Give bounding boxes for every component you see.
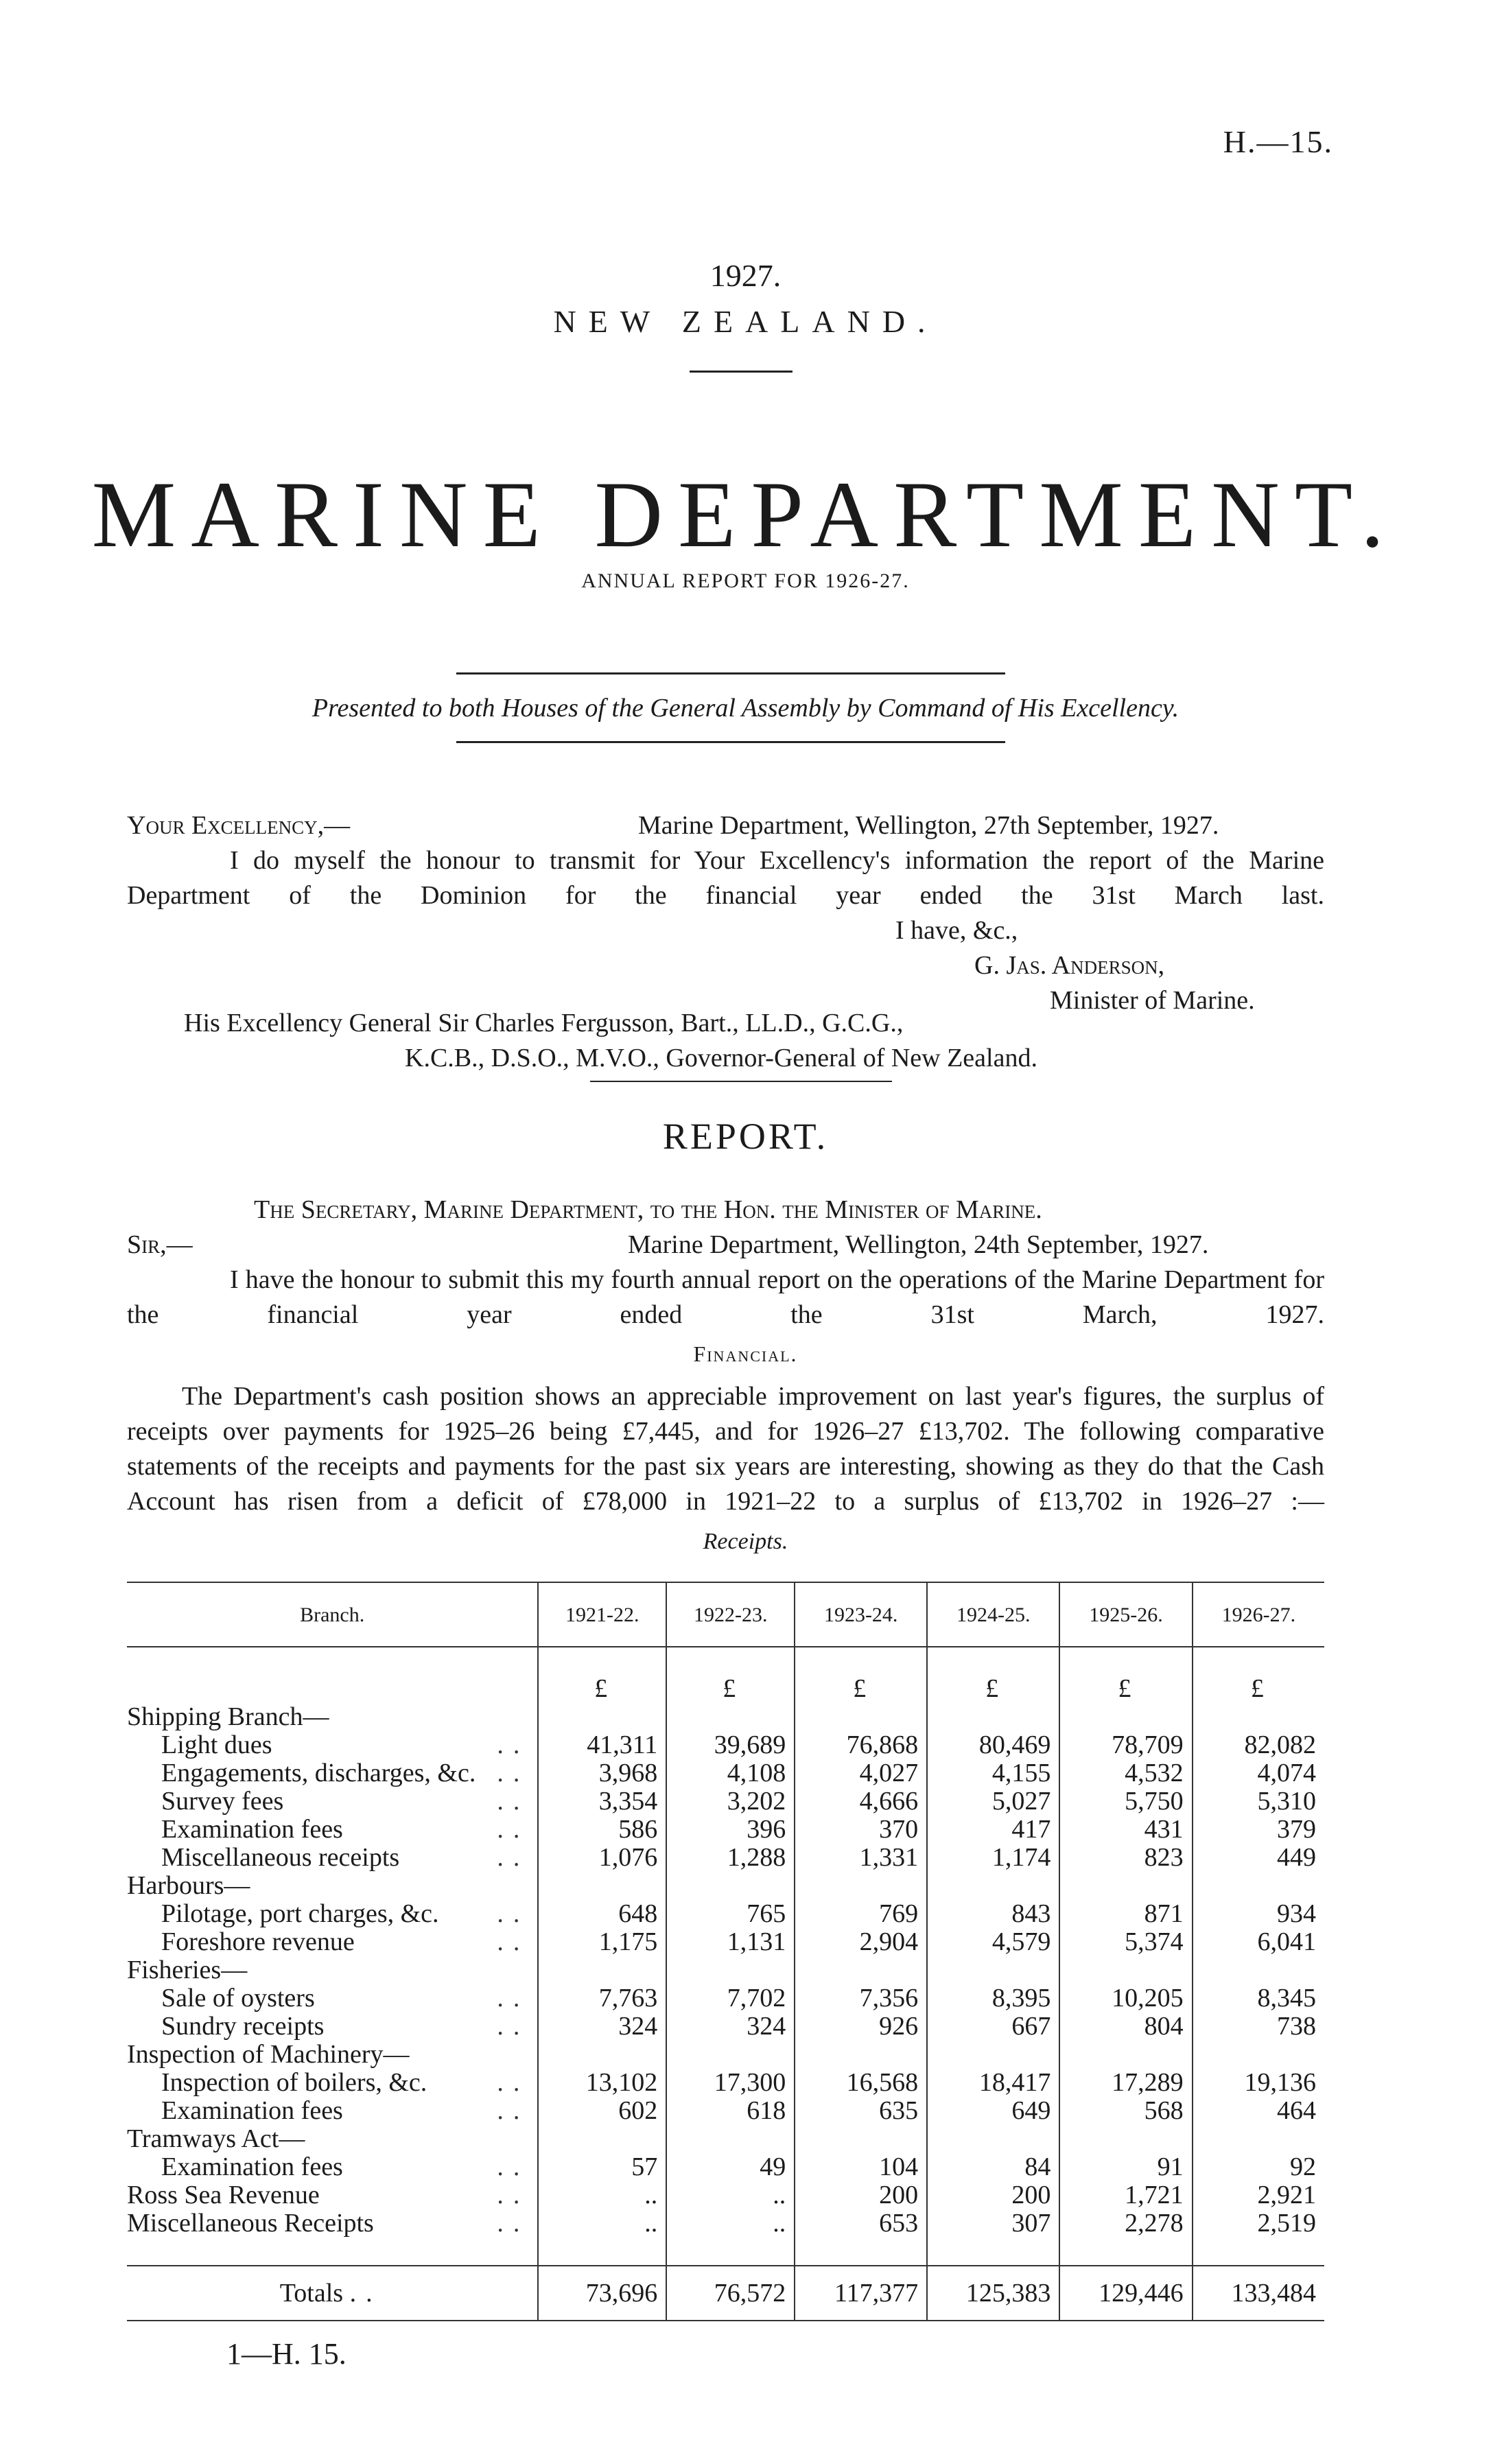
table-cell — [795, 2125, 927, 2153]
row-label: Miscellaneous Receipts .. — [127, 2209, 530, 2238]
letter-addressee: K.C.B., D.S.O., M.V.O., Governor-General of New Zealand. — [405, 1044, 1037, 1072]
table-cell — [927, 1872, 1059, 1900]
table-cell — [1193, 2125, 1324, 2153]
table-cell: 602 — [538, 2097, 666, 2125]
table-row — [127, 2097, 1324, 2125]
table-cell: .. — [666, 2209, 795, 2238]
row-label: Inspection of Machinery— — [127, 2040, 410, 2069]
table-cell: 39,689 — [666, 1731, 795, 1759]
letter-place-date: Marine Department, Wellington, 27th September, 1927. — [638, 811, 1219, 840]
table-row — [127, 2013, 1324, 2041]
category-row — [127, 2125, 1324, 2153]
table-cell: 648 — [538, 1900, 666, 1928]
category-row — [127, 1703, 1324, 1731]
table-cell: 41,311 — [538, 1731, 666, 1759]
divider — [456, 672, 1005, 674]
table-cell: 667 — [927, 2013, 1059, 2041]
table-cell: 843 — [927, 1900, 1059, 1928]
table-cell: 1,721 — [1059, 2181, 1192, 2209]
table-cell — [927, 2125, 1059, 2153]
receipts-table — [127, 1582, 1324, 2321]
table-cell: 1,331 — [795, 1844, 927, 1872]
table-cell — [538, 2041, 666, 2069]
table-cell — [666, 1703, 795, 1731]
table-cell: 1,076 — [538, 1844, 666, 1872]
currency-symbol: £ — [1193, 1675, 1324, 1703]
row-label: Fisheries— — [127, 1956, 248, 1984]
table-cell: 4,666 — [795, 1787, 927, 1816]
column-header: 1921-22. — [538, 1582, 666, 1647]
table-cell: 586 — [538, 1816, 666, 1844]
table-cell: 307 — [927, 2209, 1059, 2238]
table-cell: 449 — [1193, 1844, 1324, 1872]
letter-salutation: Your Excellency,— — [127, 811, 351, 840]
page-reference: H.—15. — [1223, 124, 1333, 159]
row-label: Examination fees .. — [161, 1815, 530, 1844]
table-cell: 417 — [927, 1816, 1059, 1844]
totals-row — [127, 2266, 1324, 2321]
table-cell: 769 — [795, 1900, 927, 1928]
table-row — [127, 1928, 1324, 1956]
financial-heading: Financial. — [693, 1341, 798, 1366]
table-cell: 78,709 — [1059, 1731, 1192, 1759]
total-cell: 73,696 — [538, 2266, 666, 2321]
table-cell — [538, 1956, 666, 1984]
table-cell — [1059, 1703, 1192, 1731]
table-cell: 2,278 — [1059, 2209, 1192, 2238]
report-place-date: Marine Department, Wellington, 24th September, 1927. — [628, 1230, 1209, 1259]
table-cell: 49 — [666, 2153, 795, 2181]
table-cell: 934 — [1193, 1900, 1324, 1928]
table-row — [127, 1759, 1324, 1787]
financial-paragraph: The Department's cash position shows an appreciable improvement on last year's figures, the surplus of receipts over payments for 1925–26 being £7,445, and for 1926–27 £13,702. The following comparative statements of the receipts and payments for the past six years are interesting, showing as they do that the Cash Account has risen from a deficit of £78,000 in 1921–22 to a surplus of £13,702 in 1926–27 :— — [127, 1382, 1324, 1516]
report-salutation: Sir,— — [127, 1230, 193, 1259]
row-label: Sale of oysters .. — [161, 1984, 530, 2013]
table-cell — [795, 1956, 927, 1984]
table-cell — [795, 1872, 927, 1900]
table-row — [127, 2209, 1324, 2238]
table-cell: 3,968 — [538, 1759, 666, 1787]
row-label: Shipping Branch— — [127, 1702, 329, 1731]
table-cell: 10,205 — [1059, 1984, 1192, 2013]
table-cell: 19,136 — [1193, 2069, 1324, 2097]
table-row — [127, 2069, 1324, 2097]
table-cell: 871 — [1059, 1900, 1192, 1928]
table-cell: 2,921 — [1193, 2181, 1324, 2209]
category-row — [127, 1872, 1324, 1900]
table-cell: 200 — [795, 2181, 927, 2209]
table-cell: 635 — [795, 2097, 927, 2125]
table-cell: 1,131 — [666, 1928, 795, 1956]
table-cell — [666, 1956, 795, 1984]
letter-addressee: His Excellency General Sir Charles Fergusson, Bart., LL.D., G.C.G., — [184, 1009, 904, 1037]
currency-symbol: £ — [538, 1675, 666, 1703]
row-label: Harbours— — [127, 1871, 250, 1900]
table-row — [127, 1731, 1324, 1759]
table-cell — [666, 2041, 795, 2069]
table-cell: 2,904 — [795, 1928, 927, 1956]
table-row — [127, 2153, 1324, 2181]
category-row — [127, 1956, 1324, 1984]
table-cell: 4,108 — [666, 1759, 795, 1787]
row-label: Survey fees .. — [161, 1787, 530, 1816]
table-cell — [927, 1703, 1059, 1731]
report-intro: I have the honour to submit this my fourth annual report on the operations of the Marine Department for the financial year ended the 31st March, 1927. — [127, 1265, 1324, 1329]
table-cell: 3,202 — [666, 1787, 795, 1816]
table-cell: 76,868 — [795, 1731, 927, 1759]
table-row — [127, 1816, 1324, 1844]
table-cell: 8,345 — [1193, 1984, 1324, 2013]
totals-label: Totals .. — [127, 2266, 538, 2321]
table-cell: 765 — [666, 1900, 795, 1928]
currency-symbol: £ — [1059, 1675, 1192, 1703]
table-cell: 5,750 — [1059, 1787, 1192, 1816]
row-label: Tramways Act— — [127, 2124, 305, 2153]
table-cell: 5,374 — [1059, 1928, 1192, 1956]
table-cell — [1193, 1703, 1324, 1731]
table-cell: 17,289 — [1059, 2069, 1192, 2097]
currency-symbol: £ — [927, 1675, 1059, 1703]
row-label: Light dues .. — [161, 1730, 530, 1759]
row-label: Foreshore revenue .. — [161, 1927, 530, 1956]
table-cell: 200 — [927, 2181, 1059, 2209]
row-label: Sundry receipts .. — [161, 2012, 530, 2041]
currency-spacer — [127, 1675, 538, 1703]
table-cell: 464 — [1193, 2097, 1324, 2125]
column-header: 1925-26. — [1059, 1582, 1192, 1647]
table-cell — [1059, 1956, 1192, 1984]
table-cell: .. — [666, 2181, 795, 2209]
table-cell — [538, 1872, 666, 1900]
total-cell: 76,572 — [666, 2266, 795, 2321]
document-title: MARINE DEPARTMENT. — [91, 462, 1400, 567]
letter-body: I do myself the honour to transmit for Your Excellency's information the report of the Marine Department of the Dominion for the financial year ended the 31st March last. — [127, 846, 1324, 910]
letter-closing: I have, &c., — [895, 916, 1018, 945]
divider — [690, 371, 793, 373]
table-cell — [1059, 1872, 1192, 1900]
table-cell: 618 — [666, 2097, 795, 2125]
category-row — [127, 2041, 1324, 2069]
row-label: Engagements, discharges, &c. .. — [161, 1759, 530, 1787]
row-label: Ross Sea Revenue .. — [127, 2181, 530, 2209]
table-cell: 57 — [538, 2153, 666, 2181]
table-cell: 16,568 — [795, 2069, 927, 2097]
table-cell: 82,082 — [1193, 1731, 1324, 1759]
table-cell: 653 — [795, 2209, 927, 2238]
table-cell: 4,155 — [927, 1759, 1059, 1787]
table-cell: 84 — [927, 2153, 1059, 2181]
column-header: 1922-23. — [666, 1582, 795, 1647]
table-cell: 823 — [1059, 1844, 1192, 1872]
table-cell: 5,027 — [927, 1787, 1059, 1816]
table-cell: 4,074 — [1193, 1759, 1324, 1787]
report-from-to: The Secretary, Marine Department, to the Hon. the Minister of Marine. — [254, 1195, 1042, 1224]
table-cell: 80,469 — [927, 1731, 1059, 1759]
currency-row — [127, 1675, 1324, 1703]
table-cell — [927, 2041, 1059, 2069]
table-cell — [927, 1956, 1059, 1984]
table-header-row — [127, 1582, 1324, 1647]
letter-signatory: G. Jas. Anderson, — [974, 951, 1165, 980]
letter-signatory-title: Minister of Marine. — [1050, 986, 1255, 1015]
table-cell: 324 — [538, 2013, 666, 2041]
row-label: Pilotage, port charges, &c. .. — [161, 1899, 530, 1928]
total-cell: 117,377 — [795, 2266, 927, 2321]
table-cell — [1193, 1956, 1324, 1984]
table-cell: .. — [538, 2181, 666, 2209]
row-label: Examination fees .. — [161, 2152, 530, 2181]
table-cell: 3,354 — [538, 1787, 666, 1816]
table-cell: 4,027 — [795, 1759, 927, 1787]
table-cell: 7,702 — [666, 1984, 795, 2013]
table-cell: 18,417 — [927, 2069, 1059, 2097]
total-cell: 129,446 — [1059, 2266, 1192, 2321]
table-cell — [795, 2041, 927, 2069]
column-header: 1924-25. — [927, 1582, 1059, 1647]
table-cell: 6,041 — [1193, 1928, 1324, 1956]
column-header: Branch. — [127, 1582, 538, 1647]
table-cell — [1193, 2041, 1324, 2069]
table-cell — [1059, 2125, 1192, 2153]
table-cell: 431 — [1059, 1816, 1192, 1844]
row-label: Examination fees .. — [161, 2096, 530, 2125]
column-header: 1923-24. — [795, 1582, 927, 1647]
table-cell: 5,310 — [1193, 1787, 1324, 1816]
table-cell: 104 — [795, 2153, 927, 2181]
table-cell: 396 — [666, 1816, 795, 1844]
table-cell: 92 — [1193, 2153, 1324, 2181]
column-header: 1926-27. — [1193, 1582, 1324, 1647]
table-cell: 370 — [795, 1816, 927, 1844]
table-cell: 2,519 — [1193, 2209, 1324, 2238]
table-cell: 4,579 — [927, 1928, 1059, 1956]
table-row — [127, 1984, 1324, 2013]
table-cell: 324 — [666, 2013, 795, 2041]
report-heading: REPORT. — [662, 1116, 829, 1157]
table-cell: .. — [538, 2209, 666, 2238]
table-cell — [1059, 2041, 1192, 2069]
table-cell: 13,102 — [538, 2069, 666, 2097]
table-cell: 1,174 — [927, 1844, 1059, 1872]
table-cell: 7,356 — [795, 1984, 927, 2013]
divider — [590, 1081, 892, 1082]
report-year: 1927. — [709, 258, 782, 293]
table-cell: 1,175 — [538, 1928, 666, 1956]
divider — [456, 741, 1005, 743]
table-cell: 379 — [1193, 1816, 1324, 1844]
table-cell: 738 — [1193, 2013, 1324, 2041]
table-cell: 17,300 — [666, 2069, 795, 2097]
table-row — [127, 1844, 1324, 1872]
table-cell: 8,395 — [927, 1984, 1059, 2013]
currency-symbol: £ — [795, 1675, 927, 1703]
table-cell: 91 — [1059, 2153, 1192, 2181]
table-cell: 926 — [795, 2013, 927, 2041]
page-footer: 1—H. 15. — [226, 2337, 347, 2371]
table-row — [127, 1787, 1324, 1816]
table-cell: 7,763 — [538, 1984, 666, 2013]
table-cell — [666, 2125, 795, 2153]
country-name: NEW ZEALAND. — [553, 304, 938, 339]
table-cell — [1193, 1872, 1324, 1900]
table-cell: 804 — [1059, 2013, 1192, 2041]
table-cell — [538, 1703, 666, 1731]
total-cell: 133,484 — [1193, 2266, 1324, 2321]
total-cell: 125,383 — [927, 2266, 1059, 2321]
row-label: Inspection of boilers, &c. .. — [161, 2068, 530, 2097]
table-cell: 4,532 — [1059, 1759, 1192, 1787]
table-cell — [666, 1872, 795, 1900]
table-row — [127, 2181, 1324, 2209]
presented-note: Presented to both Houses of the General Assembly by Command of His Excellency. — [312, 694, 1179, 723]
table-cell: 649 — [927, 2097, 1059, 2125]
table-cell — [795, 1703, 927, 1731]
table-caption: Receipts. — [703, 1529, 788, 1554]
table-cell: 1,288 — [666, 1844, 795, 1872]
document-subtitle: ANNUAL REPORT FOR 1926-27. — [581, 570, 910, 592]
table-cell: 568 — [1059, 2097, 1192, 2125]
table-row — [127, 1900, 1324, 1928]
table-cell — [538, 2125, 666, 2153]
row-label: Miscellaneous receipts .. — [161, 1843, 530, 1872]
currency-symbol: £ — [666, 1675, 795, 1703]
